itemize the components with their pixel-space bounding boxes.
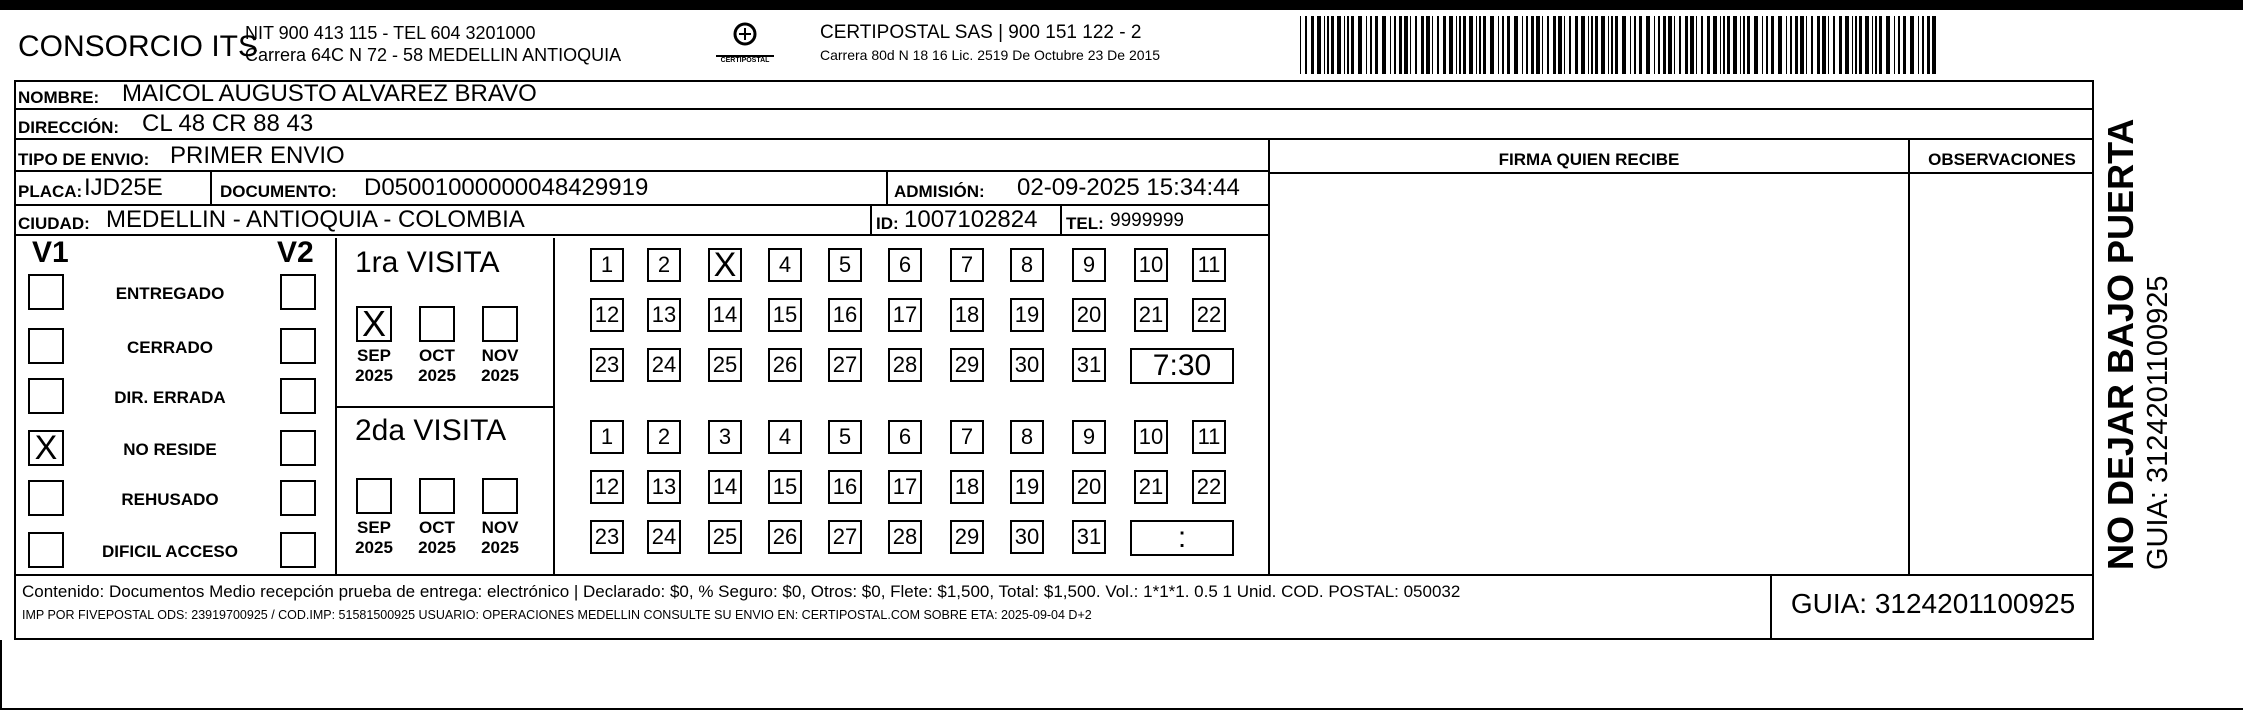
status-v2-checkbox[interactable] [280,480,316,516]
month-year: 2025 [418,366,456,385]
barcode-bar [1421,16,1424,74]
barcode-bar [1845,16,1849,74]
month-checkbox[interactable]: X [356,306,392,342]
day-box[interactable]: 23 [590,520,624,554]
month-name: SEP [356,346,392,365]
month-name: SEP [356,518,392,537]
day-box[interactable]: 7 [950,420,984,454]
day-box[interactable]: 27 [828,520,862,554]
day-box[interactable]: 24 [647,520,681,554]
certipostal-logo [710,18,780,68]
nombre-value: MAICOL AUGUSTO ALVAREZ BRAVO [122,80,537,107]
day-box[interactable]: X [708,248,742,282]
day-box[interactable]: 11 [1192,420,1226,454]
barcode-bar [1639,16,1642,74]
barcode-bar [1679,16,1681,74]
day-box[interactable]: 21 [1134,298,1168,332]
company-line-2: Carrera 64C N 72 - 58 MEDELLIN ANTIOQUIA [245,45,622,65]
barcode-bar [1839,16,1842,74]
nombre-label: NOMBRE: [18,88,100,107]
footer-guia-box [1770,574,2094,640]
visit-h-divider [335,406,555,408]
status-v1-checkbox[interactable] [28,328,64,364]
lower-frame-bottom [0,708,2243,710]
day-box[interactable]: 15 [768,470,802,504]
barcode-bar [1720,16,1721,74]
barcode-bar [1727,16,1730,74]
status-v2-checkbox[interactable] [280,430,316,466]
day-box[interactable]: 20 [1072,470,1106,504]
day-box[interactable]: 31 [1072,520,1106,554]
company-info [245,22,621,66]
barcode-bar [1903,16,1906,74]
barcode-bar [1898,16,1900,74]
day-box[interactable]: 20 [1072,298,1106,332]
id-value: 1007102824 [904,206,1038,233]
documento-label: DOCUMENTO: [220,182,337,201]
status-v2-checkbox[interactable] [280,274,316,310]
lower-frame-left [0,640,2,710]
day-box[interactable]: 17 [888,470,922,504]
time-box[interactable]: 7:30 [1130,348,1234,384]
barcode-bar [1327,16,1329,74]
barcode-bar [1591,16,1593,74]
status-v1-checkbox[interactable] [28,480,64,516]
tipo-label: TIPO DE ENVIO: [18,150,150,169]
carrier-line-2: Carrera 80d N 18 16 Lic. 2519 De Octubre 23 De 2015 [820,47,1161,63]
barcode-bar [1927,16,1930,74]
barcode-bar [1443,16,1446,74]
day-box[interactable]: 12 [590,298,624,332]
documento-value: D05001000000048429919 [364,174,649,201]
barcode-bar [1723,16,1725,74]
day-box[interactable]: 7 [950,248,984,282]
barcode-bar [1733,16,1737,74]
day-box[interactable]: 25 [708,520,742,554]
firma-area[interactable] [1268,174,1908,574]
day-box[interactable]: 28 [888,348,922,382]
month-checkbox[interactable] [356,478,392,514]
status-label: NO RESIDE [123,440,217,459]
barcode-bar [1404,16,1408,74]
v2-label: V2 [277,236,314,269]
month-checkbox[interactable] [419,306,455,342]
barcode-bar [1690,16,1694,74]
month-name: OCT [419,518,455,537]
barcode-bar [1918,16,1919,74]
top-edge-bar [0,0,2243,10]
nombre-row [14,80,2094,110]
barcode-bar [1558,16,1562,74]
barcode-bar [1410,16,1411,74]
barcode-bar [1490,16,1494,74]
day-box[interactable]: 2 [647,420,681,454]
barcode-bar [1588,16,1589,74]
month-year: 2025 [481,538,519,557]
day-box[interactable]: 19 [1010,470,1044,504]
barcode-bar [1375,16,1378,74]
time-box[interactable]: : [1130,520,1234,556]
carrier-line-1: CERTIPOSTAL SAS | 900 151 122 - 2 [820,22,1142,43]
barcode-bar [1894,16,1895,74]
month-name: NOV [481,346,519,365]
barcode-bar [1337,16,1341,74]
barcode-bar [1351,16,1354,74]
barcode-bar [1601,16,1605,74]
barcode-bar [1786,16,1787,74]
visit1-title: 1ra VISITA [355,246,500,279]
barcode-bar [1366,16,1367,74]
tel-label: TEL: [1066,214,1104,233]
day-box[interactable]: 5 [828,420,862,454]
barcode [1300,16,1940,74]
barcode-bar [1668,16,1672,74]
day-box[interactable]: 24 [647,348,681,382]
ciudad-value: MEDELLIN - ANTIOQUIA - COLOMBIA [106,206,525,233]
side-line-2: GUIA: 3124201100925 [2142,275,2174,570]
day-box[interactable]: 31 [1072,348,1106,382]
month-checkbox[interactable] [482,478,518,514]
admision-value: 02-09-2025 15:34:44 [1017,174,1240,201]
barcode-bar [1886,16,1890,74]
barcode-bar [1432,16,1433,74]
barcode-bar [1811,16,1813,74]
visit-v-divider [553,238,555,574]
barcode-bar [1358,16,1362,74]
month-year: 2025 [355,538,393,557]
month-label [409,346,465,386]
month-label [346,346,402,386]
day-box[interactable]: 8 [1010,248,1044,282]
footer-line-2: IMP POR FIVEPOSTAL ODS: 23919700925 / COD.IMP: 51581500925 USUARIO: OPERACIONES MEDELLIN CONSULTE SU ENVIO EN: CERTIPOSTAL.COM SOBRE ETA: 2025-09-04 D+2 [22,608,1092,622]
barcode-bar [1795,16,1798,74]
barcode-bar [1872,16,1873,74]
barcode-bar [1852,16,1853,74]
barcode-bar [1415,16,1417,74]
day-box[interactable]: 15 [768,298,802,332]
barcode-bar [1658,16,1660,74]
barcode-bar [1324,16,1325,74]
direccion-label: DIRECCIÓN: [18,118,120,137]
barcode-bar [1390,16,1391,74]
day-box[interactable]: 14 [708,298,742,332]
month-checkbox[interactable] [482,306,518,342]
day-box[interactable]: 14 [708,470,742,504]
day-box[interactable]: 11 [1192,248,1226,282]
day-box[interactable]: 18 [950,470,984,504]
placa-divider [210,172,212,204]
logo-text: CERTIPOSTAL [720,57,770,64]
day-box[interactable]: 26 [768,348,802,382]
day-box[interactable]: 12 [590,470,624,504]
barcode-bar [1347,16,1349,74]
day-box[interactable]: 6 [888,248,922,282]
barcode-bar [1634,16,1636,74]
barcode-bar [1747,16,1750,74]
day-box[interactable]: 8 [1010,420,1044,454]
status-v2-checkbox[interactable] [280,328,316,364]
barcode-bar [1514,16,1518,74]
barcode-bar [1696,16,1697,74]
barcode-bar [1822,16,1826,74]
firma-label: FIRMA QUIEN RECIBE [1498,150,1680,169]
barcode-bar [1663,16,1666,74]
month-label [472,518,528,558]
placa-value: IJD25E [84,174,163,201]
placa-row [14,172,1268,206]
day-box[interactable]: 25 [708,348,742,382]
day-box[interactable]: 9 [1072,248,1106,282]
day-box[interactable]: 4 [768,420,802,454]
barcode-bar [1762,16,1763,74]
barcode-bar [1581,16,1585,74]
barcode-bar [1674,16,1675,74]
month-name: OCT [419,346,455,365]
day-box[interactable]: 4 [768,248,802,282]
barcode-bar [1766,16,1768,74]
status-label: CERRADO [127,338,213,357]
barcode-bar [1526,16,1528,74]
barcode-bar [1922,16,1924,74]
tipo-row [14,140,1268,172]
status-label: REHUSADO [121,490,219,509]
barcode-bar [1449,16,1453,74]
direccion-row [14,110,2094,140]
barcode-bar [1778,16,1782,74]
day-box[interactable]: 9 [1072,420,1106,454]
barcode-bar [1622,16,1626,74]
barcode-bar [1855,16,1857,74]
barcode-bar [1437,16,1439,74]
barcode-bar [1713,16,1717,74]
carrier-info [820,22,1160,66]
day-box[interactable]: 17 [888,298,922,332]
barcode-bar [1800,16,1804,74]
status-label: DIR. ERRADA [114,388,226,407]
barcode-bar [1456,16,1457,74]
barcode-bar [1498,16,1499,74]
barcode-bar [1547,16,1549,74]
day-box[interactable]: 27 [828,348,862,382]
barcode-bar [1865,16,1869,74]
barcode-bar [1707,16,1710,74]
admision-divider [886,172,888,204]
status-v1-checkbox[interactable] [28,532,64,568]
day-box[interactable]: 10 [1134,420,1168,454]
barcode-bar [1754,16,1758,74]
barcode-bar [1344,16,1345,74]
day-box[interactable]: 22 [1192,470,1226,504]
barcode-bar [1331,16,1334,74]
barcode-bar [1305,16,1307,74]
month-label [346,518,402,558]
status-v2-checkbox[interactable] [280,532,316,568]
barcode-bar [1595,16,1598,74]
day-box[interactable]: 5 [828,248,862,282]
company-name: CONSORCIO ITS [18,30,259,63]
barcode-bar [1300,16,1301,74]
v1-label: V1 [32,236,69,269]
barcode-bar [1479,16,1481,74]
barcode-bar [1542,16,1543,74]
day-box[interactable]: 2 [647,248,681,282]
month-name: NOV [481,518,519,537]
barcode-bar [1564,16,1565,74]
month-label [472,346,528,386]
barcode-bar [1608,16,1609,74]
day-box[interactable]: 18 [950,298,984,332]
ciudad-row [14,206,1268,236]
day-box[interactable]: 16 [828,470,862,504]
barcode-bar [1806,16,1807,74]
day-box[interactable]: 16 [828,298,862,332]
firma-header [1268,148,1910,174]
barcode-bar [1743,16,1745,74]
barcode-bar [1910,16,1914,74]
observaciones-header [1910,148,2094,174]
visit2-title: 2da VISITA [355,414,507,447]
day-box[interactable]: 3 [708,420,742,454]
barcode-bar [1536,16,1540,74]
barcode-bar [1311,16,1314,74]
admision-label: ADMISIÓN: [894,182,985,201]
side-line-1: NO DEJAR BAJO PUERTA [2100,118,2141,570]
barcode-bar [1553,16,1556,74]
barcode-bar [1483,16,1486,74]
barcode-bar [1463,16,1466,74]
barcode-bar [1879,16,1882,74]
barcode-bar [1833,16,1835,74]
month-checkbox[interactable] [419,478,455,514]
barcode-bar [1575,16,1578,74]
barcode-bar [1740,16,1741,74]
status-v2-checkbox[interactable] [280,378,316,414]
id-divider [870,206,872,234]
barcode-bar [1476,16,1477,74]
day-box[interactable]: 13 [647,470,681,504]
day-box[interactable]: 21 [1134,470,1168,504]
day-box[interactable]: 10 [1134,248,1168,282]
barcode-bar [1790,16,1792,74]
barcode-bar [1828,16,1829,74]
barcode-bar [1459,16,1461,74]
barcode-bar [1932,16,1936,74]
status-v1-checkbox[interactable] [28,378,64,414]
day-box[interactable]: 22 [1192,298,1226,332]
month-year: 2025 [355,366,393,385]
barcode-bar [1522,16,1523,74]
barcode-bar [1426,16,1430,74]
barcode-bar [1399,16,1402,74]
barcode-bar [1701,16,1703,74]
month-year: 2025 [418,538,456,557]
day-box[interactable]: 13 [647,298,681,332]
barcode-bar [1370,16,1372,74]
barcode-bar [1646,16,1650,74]
status-v1-checkbox[interactable]: X [28,430,64,466]
day-box[interactable]: 1 [590,420,624,454]
barcode-bar [1469,16,1473,74]
barcode-bar [1382,16,1386,74]
tel-divider [1060,206,1062,234]
day-box[interactable]: 29 [950,348,984,382]
status-label: ENTREGADO [115,284,225,303]
day-box[interactable]: 6 [888,420,922,454]
day-box[interactable]: 30 [1010,348,1044,382]
day-box[interactable]: 19 [1010,298,1044,332]
month-year: 2025 [481,366,519,385]
day-box[interactable]: 26 [768,520,802,554]
tipo-value: PRIMER ENVIO [170,142,345,169]
barcode-bar [1531,16,1534,74]
day-box[interactable]: 29 [950,520,984,554]
day-box[interactable]: 28 [888,520,922,554]
day-box[interactable]: 23 [590,348,624,382]
observaciones-label: OBSERVACIONES [1928,150,2076,169]
barcode-bar [1507,16,1510,74]
barcode-bar [1569,16,1571,74]
barcode-bar [1502,16,1504,74]
barcode-bar [1615,16,1618,74]
direccion-value: CL 48 CR 88 43 [142,110,314,137]
barcode-bar [1654,16,1655,74]
barcode-bar [1394,16,1396,74]
side-text [2100,80,2220,570]
id-label: ID: [876,214,899,233]
barcode-bar [1611,16,1613,74]
barcode-bar [1859,16,1862,74]
barcode-bar [1685,16,1688,74]
observaciones-area[interactable] [1910,174,2094,574]
barcode-bar [1771,16,1774,74]
tel-value: 9999999 [1110,210,1184,231]
placa-label: PLACA: [18,182,83,201]
day-box[interactable]: 30 [1010,520,1044,554]
month-label [409,518,465,558]
day-box[interactable]: 1 [590,248,624,282]
barcode-bar [1317,16,1321,74]
barcode-bar [1630,16,1631,74]
company-line-1: NIT 900 413 115 - TEL 604 3201000 [245,23,536,43]
barcode-bar [1817,16,1820,74]
footer-line-1: Contenido: Documentos Medio recepción prueba de entrega: electrónico | Declarado: $0, % Seguro: $0, Otros: $0, Flete: $1,500, Total: $1,500. Vol.: 1*1*1. 0.5 1 Unid. COD. POSTAL: 050032 [22,582,1461,601]
status-label: DIFICIL ACCESO [101,542,238,561]
barcode-bar [1875,16,1877,74]
footer-guia: GUIA: 3124201100925 [1790,588,2076,619]
ciudad-label: CIUDAD: [18,214,90,233]
status-v1-checkbox[interactable] [28,274,64,310]
